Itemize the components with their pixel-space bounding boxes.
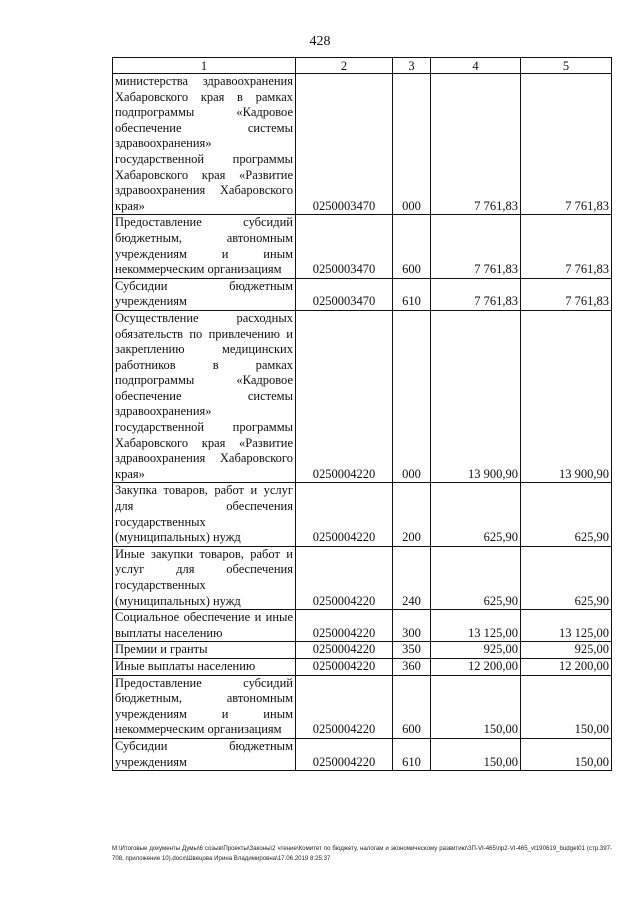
row-sum-2019-total-cell: 13 125,00 <box>521 610 612 642</box>
row-name-cell: Предоставление субсидий бюджетным, автономным учреждениям и иным некоммерческим организациям <box>113 675 296 738</box>
row-sum-2019-cell: 925,00 <box>431 642 521 659</box>
row-sum-2019-total-cell: 150,00 <box>521 738 612 770</box>
row-vr-cell: 240 <box>393 546 431 609</box>
row-csr-cell: 0250004220 <box>296 483 393 546</box>
row-sum-2019-total-cell: 625,90 <box>521 483 612 546</box>
table-row <box>113 215 612 278</box>
row-sum-2019-cell: 13 125,00 <box>431 610 521 642</box>
row-vr-cell: 300 <box>393 610 431 642</box>
table-row <box>113 546 612 609</box>
row-name-cell: Премии и гранты <box>113 642 296 659</box>
row-csr-cell: 0250003470 <box>296 74 393 215</box>
row-sum-2019-total-cell: 150,00 <box>521 675 612 738</box>
table-row <box>113 675 612 738</box>
row-vr-cell: 350 <box>393 642 431 659</box>
row-sum-2019-cell: 13 900,90 <box>431 310 521 483</box>
header-col-1: 1 <box>113 58 296 74</box>
table-row <box>113 74 612 215</box>
table-row <box>113 658 612 675</box>
row-sum-2019-total-cell: 7 761,83 <box>521 215 612 278</box>
row-csr-cell: 0250004220 <box>296 310 393 483</box>
row-csr-cell: 0250004220 <box>296 610 393 642</box>
table-row <box>113 483 612 546</box>
row-vr-cell: 000 <box>393 310 431 483</box>
row-sum-2019-cell: 12 200,00 <box>431 658 521 675</box>
row-name-cell: Социальное обеспечение и иные выплаты населению <box>113 610 296 642</box>
row-sum-2019-total-cell: 7 761,83 <box>521 278 612 310</box>
row-vr-cell: 600 <box>393 675 431 738</box>
row-name-cell: Осуществление расходных обязательств по привлечению и закреплению медицинских работников в рамках подпрограммы «Кадровое обеспечение системы здравоохранения» государственной программы Хабаровского края «Развитие здравоохранения Хабаровского края» <box>113 310 296 483</box>
row-sum-2019-cell: 7 761,83 <box>431 278 521 310</box>
table-row <box>113 642 612 659</box>
row-name-cell: министерства здравоохранения Хабаровского края в рамках подпрограммы «Кадровое обеспечение системы здравоохранения» государственной программы Хабаровского края «Развитие здравоохранения Хабаровского края» <box>113 74 296 215</box>
row-sum-2019-cell: 150,00 <box>431 738 521 770</box>
header-col-3: 3 <box>393 58 431 74</box>
header-col-5: 5 <box>521 58 612 74</box>
table-row <box>113 610 612 642</box>
table-header-row <box>113 58 612 74</box>
row-name-cell: Предоставление субсидий бюджетным, автономным учреждениям и иным некоммерческим организациям <box>113 215 296 278</box>
row-sum-2019-total-cell: 925,00 <box>521 642 612 659</box>
table-row <box>113 738 612 770</box>
row-sum-2019-total-cell: 7 761,83 <box>521 74 612 215</box>
header-col-2: 2 <box>296 58 393 74</box>
row-name-cell: Субсидии бюджетным учреждениям <box>113 738 296 770</box>
row-sum-2019-total-cell: 625,90 <box>521 546 612 609</box>
row-sum-2019-cell: 625,90 <box>431 546 521 609</box>
row-vr-cell: 600 <box>393 215 431 278</box>
row-csr-cell: 0250004220 <box>296 675 393 738</box>
row-sum-2019-total-cell: 12 200,00 <box>521 658 612 675</box>
row-csr-cell: 0250004220 <box>296 738 393 770</box>
row-sum-2019-cell: 7 761,83 <box>431 215 521 278</box>
row-name-cell: Закупка товаров, работ и услуг для обеспечения государственных (муниципальных) нужд <box>113 483 296 546</box>
row-csr-cell: 0250003470 <box>296 215 393 278</box>
page-number: 428 <box>309 34 331 49</box>
table-row <box>113 310 612 483</box>
row-vr-cell: 610 <box>393 278 431 310</box>
file-path-footer: М:\Итоговые документы Думы\6 созыв\Проекты\Законы\2 чтение\Комитет по бюджету, налогам и экономическому развитию\ЗП-VI-465\пр2-VI-465_vt190619_budget01 (стр.397-708, приложение 10).docx\Швецова Ирина Владимировна\17.06.2019 8:25:37 <box>112 845 612 862</box>
row-name-cell: Иные закупки товаров, работ и услуг для обеспечения государственных (муниципальных) нужд <box>113 546 296 609</box>
row-vr-cell: 000 <box>393 74 431 215</box>
row-sum-2019-cell: 625,90 <box>431 483 521 546</box>
row-name-cell: Субсидии бюджетным учреждениям <box>113 278 296 310</box>
row-sum-2019-cell: 150,00 <box>431 675 521 738</box>
row-name-cell: Иные выплаты населению <box>113 658 296 675</box>
row-vr-cell: 360 <box>393 658 431 675</box>
table-row <box>113 278 612 310</box>
row-csr-cell: 0250004220 <box>296 642 393 659</box>
row-vr-cell: 610 <box>393 738 431 770</box>
row-sum-2019-total-cell: 13 900,90 <box>521 310 612 483</box>
budget-table <box>112 57 612 771</box>
row-vr-cell: 200 <box>393 483 431 546</box>
row-csr-cell: 0250004220 <box>296 546 393 609</box>
row-csr-cell: 0250004220 <box>296 658 393 675</box>
header-col-4: 4 <box>431 58 521 74</box>
row-csr-cell: 0250003470 <box>296 278 393 310</box>
row-sum-2019-cell: 7 761,83 <box>431 74 521 215</box>
